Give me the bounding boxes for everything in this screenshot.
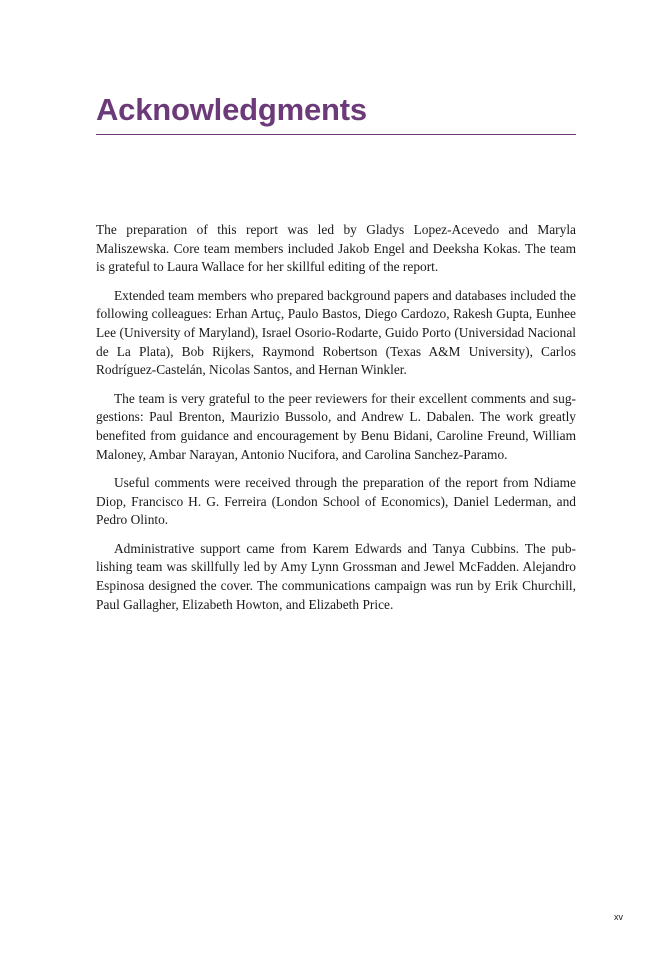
- paragraph-peer-reviewers: The team is very grateful to the peer reviewers for their excellent comments and suggestions: Paul Brenton, Maurizio Bussolo, and Andrew L. Dabalen. The work greatly benefited from guidance and encouragement by Benu Bidani, Caroline Freund, William Maloney, Ambar Narayan, Antonio Nucifora, and Carolina Sanchez-Paramo.: [96, 390, 576, 462]
- page-title: Acknowledgments: [96, 92, 367, 127]
- page-number: xv: [614, 912, 623, 922]
- paragraph-useful-comments: Useful comments were received through the preparation of the report from Ndiame Diop, Francisco H. G. Ferreira (London School of Economics), Daniel Lederman, and Pedro Olinto.: [96, 474, 576, 528]
- paragraph-administrative-support: Administrative support came from Karem Edwards and Tanya Cubbins. The publishing team was skillfully led by Amy Lynn Grossman and Jewel McFadden. Alejandro Espinosa designed the cover. The communications campaign was run by Erik Churchill, Paul Gallagher, Elizabeth Howton, and Elizabeth Price.: [96, 540, 576, 612]
- acknowledgments-body: [96, 221, 576, 624]
- paragraph-lead: The preparation of this report was led by Gladys Lopez-Acevedo and Maryla Maliszewska. Core team members included Jakob Engel and Deeksha Kokas. The team is grateful to Laura Wallace for her skillful editing of the report.: [96, 222, 576, 275]
- title-divider: [96, 134, 576, 135]
- paragraph-extended-team: Extended team members who prepared background papers and databases included the following colleagues: Erhan Artuç, Paulo Bastos, Diego Cardozo, Rakesh Gupta, Eunhee Lee (University of Maryland), Israel Osorio-Rodarte, Guido Porto (Universidad Nacional de La Plata), Bob Rijkers, Raymond Robertson (Texas A&M University), Carlos Rodríguez-Castelán, Nicolas Santos, and Hernan Winkler.: [96, 287, 576, 378]
